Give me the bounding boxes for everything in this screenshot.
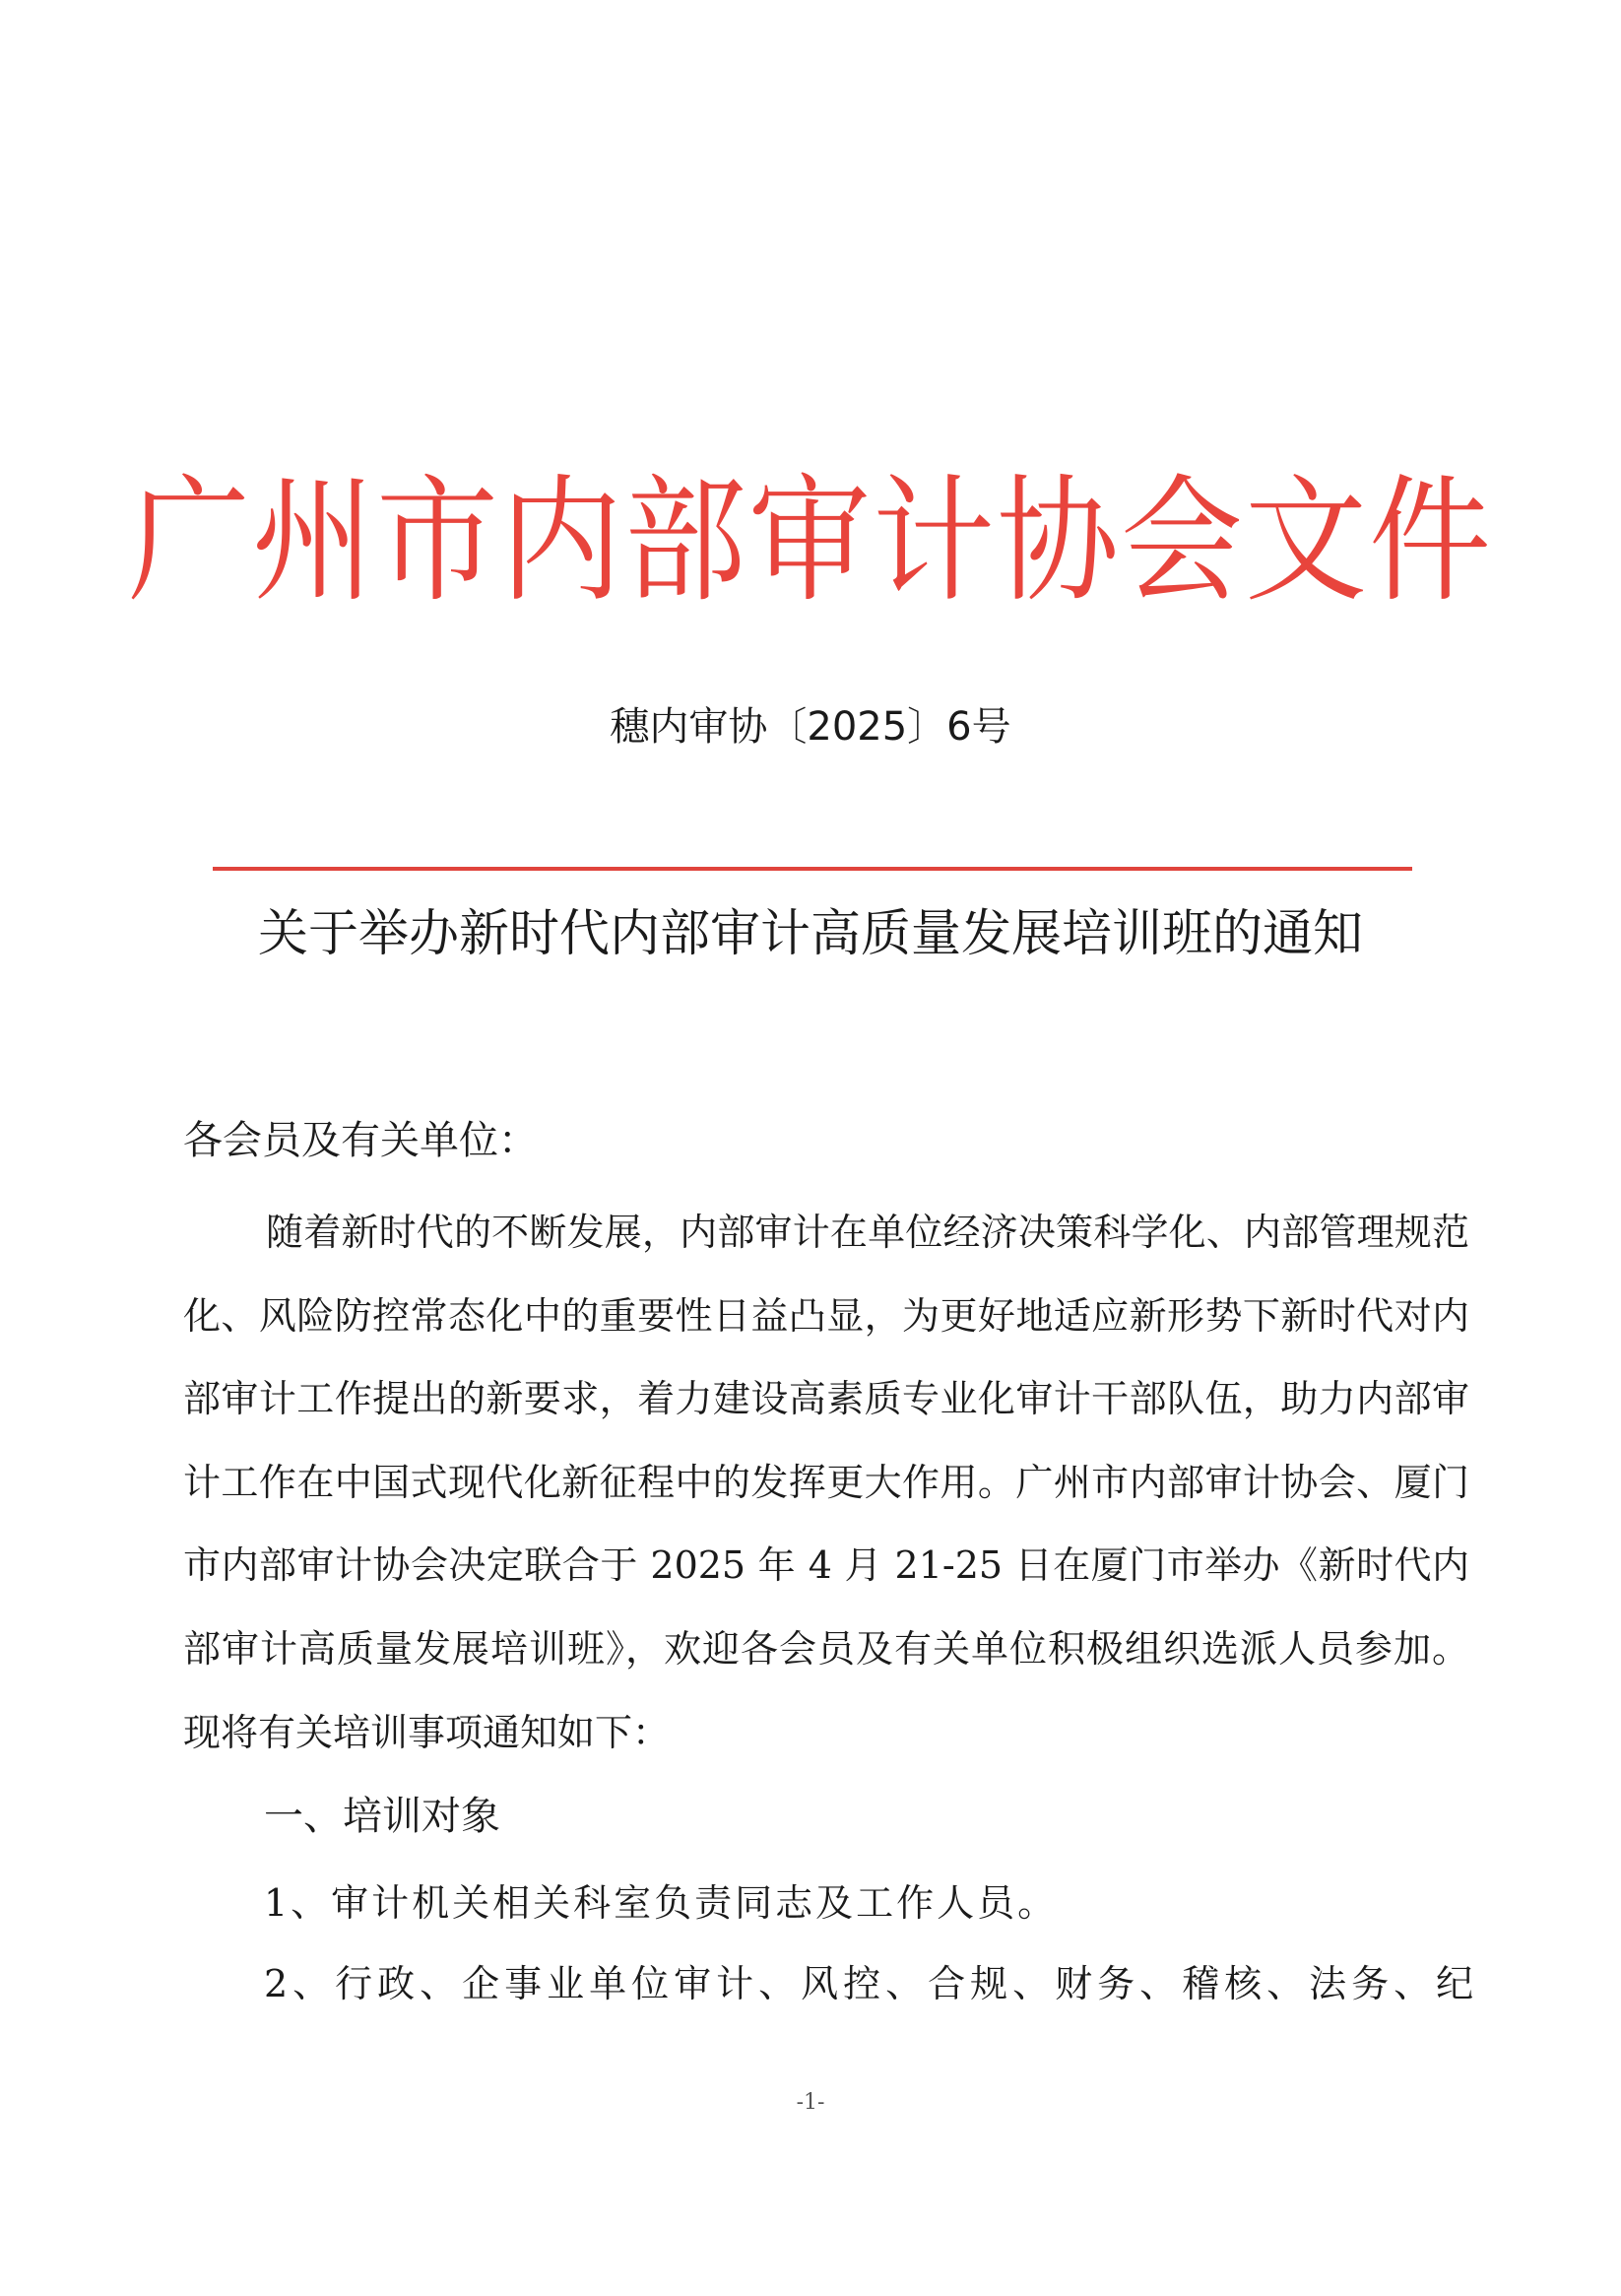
body-paragraph: 随着新时代的不断发展，内部审计在单位经济决策科学化、内部管理规范化、风险防控常态化中的重要性日益凸显，为更好地适应新形势下新时代对内部审计工作提出的新要求，着力建设高素质专业化审计干部队伍，助力内部审计工作在中国式现代化新征程中的发挥更大作用。广州市内部审计协会、厦门市内部审计协会决定联合于 2025 年 4 月 21-25 日在厦门市举办《新时代内部审计高质量发展培训班》，欢迎各会员及有关单位积极组织选派人员参加。现将有关培训事项通知如下：	[183, 1211, 1469, 1754]
red-divider-line	[213, 867, 1412, 871]
section-heading-training-target: 一、培训对象	[264, 1794, 500, 1839]
list-item: 1、审计机关相关科室负责同志及工作人员。	[264, 1881, 1059, 1925]
notice-title: 关于举办新时代内部审计高质量发展培训班的通知	[257, 905, 1363, 963]
masthead-title: 广州市内部审计协会文件	[127, 462, 1493, 622]
page-number: -1-	[796, 2090, 825, 2115]
salutation: 各会员及有关单位：	[183, 1118, 538, 1163]
document-number: 穗内审协〔2025〕6号	[610, 704, 1011, 750]
list-item: 2、行政、企事业单位审计、风控、合规、财务、稽核、法务、纪	[264, 1962, 1479, 2005]
